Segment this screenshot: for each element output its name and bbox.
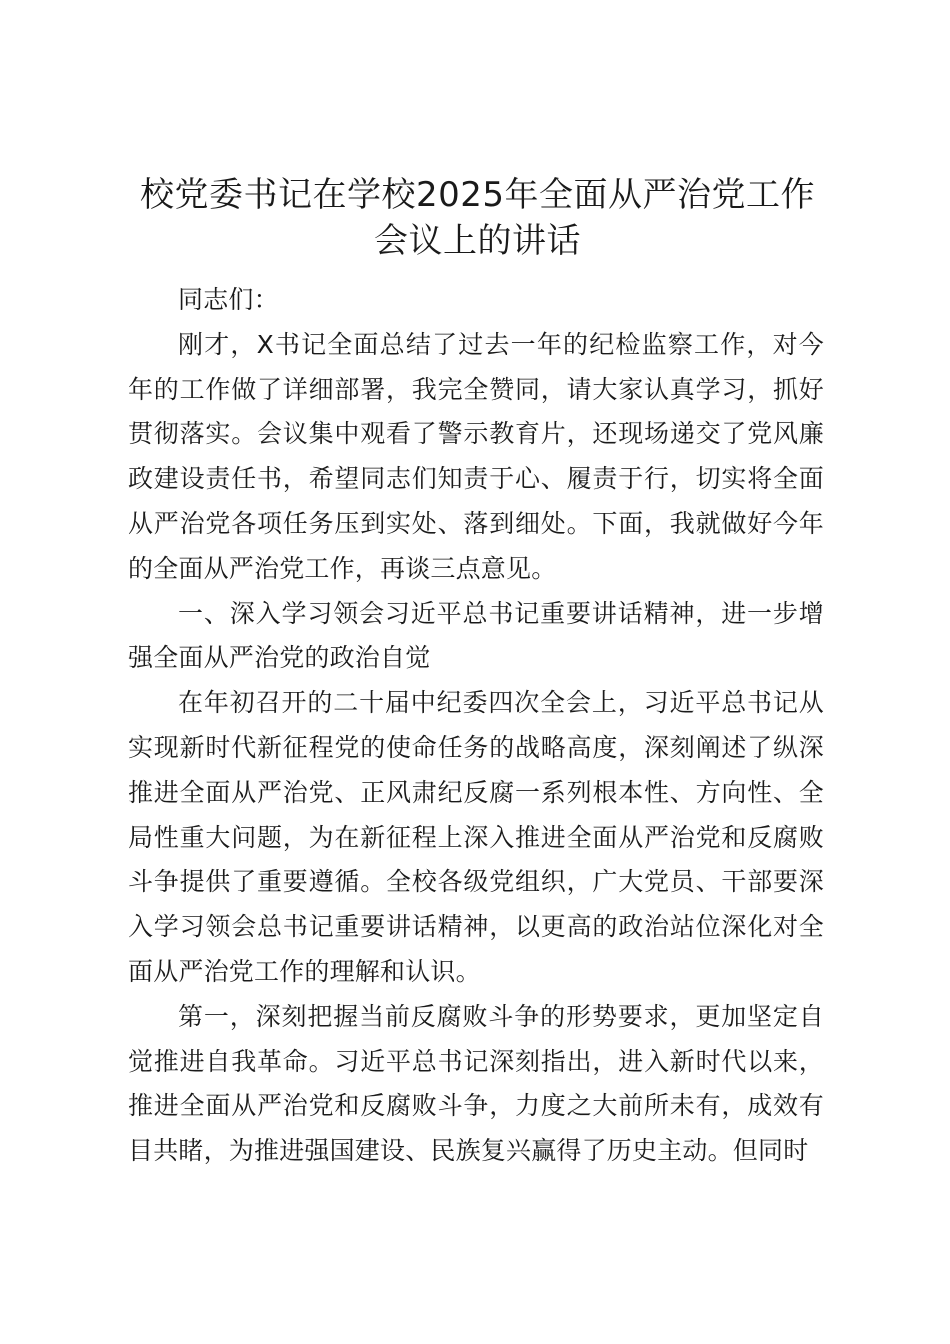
body-paragraph: 在年初召开的二十届中纪委四次全会上，习近平总书记从实现新时代新征程党的使命任务的战略高度，深刻阐述了纵深推进全面从严治党、正风肃纪反腐一系列根本性、方向性、全局性重大问题，为在新征程上深入推进全面从严治党和反腐败斗争提供了重要遵循。全校各级党组织，广大党员、干部要深入学习领会总书记重要讲话精神，以更高的政治站位深化对全面从严治党工作的理解和认识。 xyxy=(128,688,824,986)
title-line-1: 校党委书记在学校2025年全面从严治党工作 xyxy=(139,175,816,215)
section-heading: 一、深入学习领会习近平总书记重要讲话精神，进一步增强全面从严治党的政治自觉 xyxy=(128,598,824,673)
document-title xyxy=(110,172,845,264)
body-paragraph: 刚才，X书记全面总结了过去一年的纪检监察工作，对今年的工作做了详细部署，我完全赞同，请大家认真学习，抓好贯彻落实。会议集中观看了警示教育片，还现场递交了党风廉政建设责任书，希望同志们知责于心、履责于行，切实将全面从严治党各项任务压到实处、落到细处。下面，我就做好今年的全面从严治党工作，再谈三点意见。 xyxy=(128,329,824,583)
document-body xyxy=(128,278,824,1174)
title-line-2: 会议上的讲话 xyxy=(374,221,581,261)
salutation: 同志们： xyxy=(178,285,279,314)
body-paragraph: 第一，深刻把握当前反腐败斗争的形势要求，更加坚定自觉推进自我革命。习近平总书记深刻指出，进入新时代以来，推进全面从严治党和反腐败斗争，力度之大前所未有，成效有目共睹，为推进强国建设、民族复兴赢得了历史主动。但同时 xyxy=(128,1001,824,1166)
